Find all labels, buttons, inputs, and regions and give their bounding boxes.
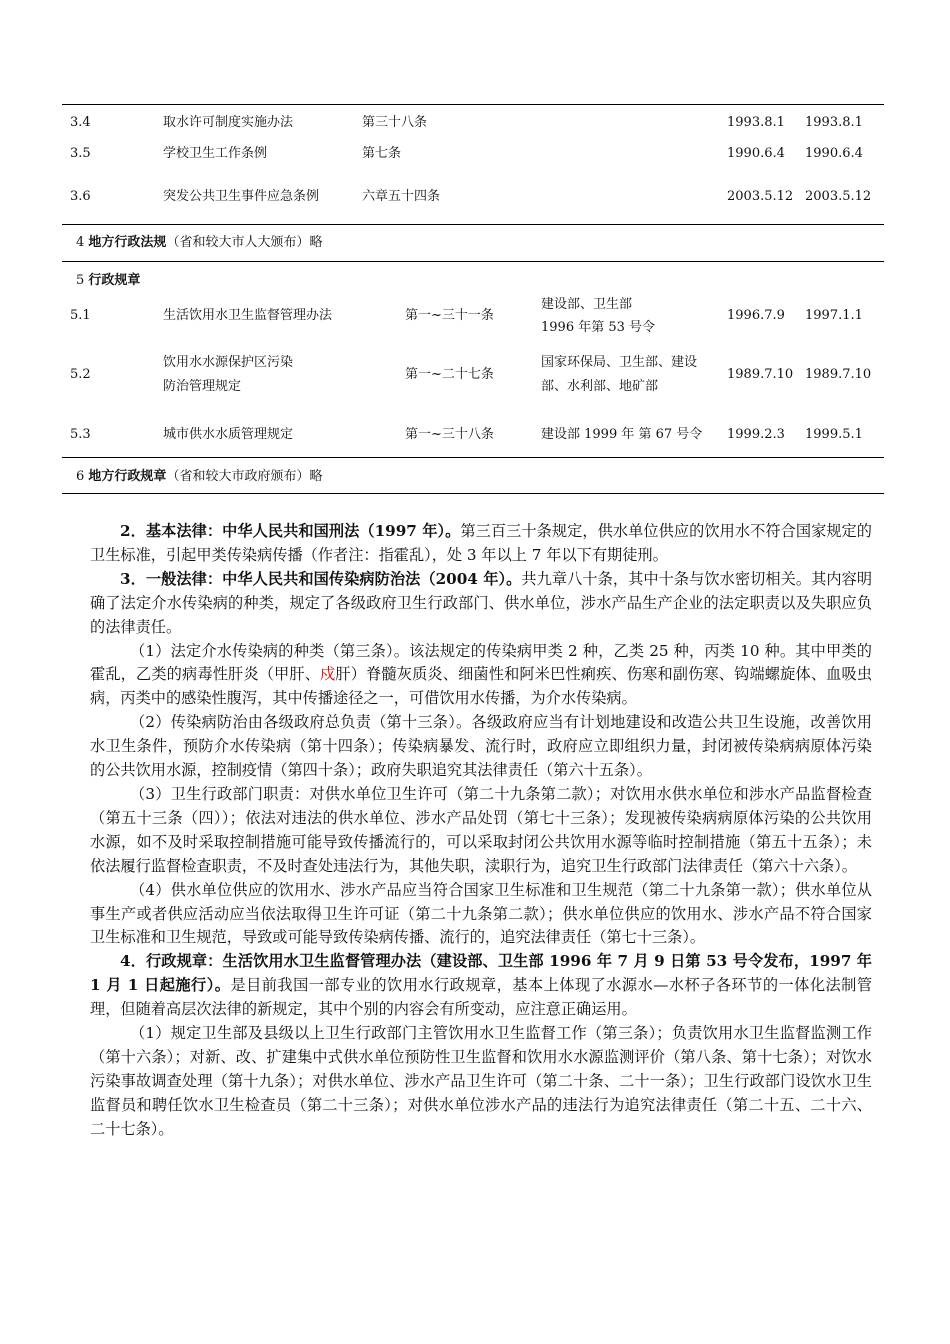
section-heading-4 bbox=[76, 234, 322, 252]
section-title: 地方行政规章 bbox=[88, 469, 167, 484]
regulation-name: 生活饮用水卫生监督管理办法 bbox=[163, 308, 333, 323]
issuing-authority-cont: 部、水利部、地矿部 bbox=[541, 379, 659, 394]
issue-date: 1996.7.9 bbox=[727, 308, 785, 323]
regulation-name-cont: 防治管理规定 bbox=[163, 379, 242, 394]
regulation-name: 学校卫生工作条例 bbox=[163, 146, 268, 161]
effective-date: 1997.1.1 bbox=[805, 308, 863, 323]
section-number: 5 bbox=[76, 273, 85, 288]
paragraph-text: 共九章八十条，其中十条与饮水密切相关。其内容明确了法定介水传染病的种类，规定了各级政府卫生行政部门、供水单位，涉水产品生产企业的法定职责以及失职应负的法律责任。 bbox=[90, 569, 873, 636]
row-number: 3.5 bbox=[70, 146, 91, 161]
section-note: （省和较大市政府颁布）略 bbox=[166, 469, 323, 484]
paragraph-item-2: （2）传染病防治由各级政府总负责（第十三条）。各级政府应当有计划地建设和改造公共卫生设施，改善饮用水卫生条件，预防介水传染病（第十四条）；传染病暴发、流行时，政府应立即组织力量，封闭被传染病病原体污染的公共饮用水源，控制疫情（第四十条）；政府失职追究其法律责任（第六十五条）。 bbox=[90, 713, 872, 780]
regulation-name: 突发公共卫生事件应急条例 bbox=[163, 189, 320, 204]
paragraph-infectious-disease-law bbox=[90, 568, 872, 640]
articles: 第七条 bbox=[362, 146, 402, 161]
regulation-name: 饮用水水源保护区污染 bbox=[163, 355, 294, 370]
section-title: 地方行政法规 bbox=[88, 235, 167, 250]
paragraph-criminal-law bbox=[90, 520, 872, 568]
section-heading-5 bbox=[76, 272, 140, 290]
effective-date: 1993.8.1 bbox=[805, 115, 863, 130]
paragraph-text: （1）法定介水传染病的种类（第三条）。该法规定的传染病甲类 2 种，乙类 25 种，丙类 10 种。其中甲类的霍乱，乙类的病毒性肝炎（甲肝、 bbox=[90, 641, 872, 684]
articles: 六章五十四条 bbox=[362, 189, 441, 204]
row-number: 3.4 bbox=[70, 115, 91, 130]
row-number: 5.2 bbox=[70, 367, 91, 382]
paragraph-heading: 2．基本法律：中华人民共和国刑法（1997 年）。 bbox=[120, 522, 461, 540]
regulation-name: 取水许可制度实施办法 bbox=[163, 115, 294, 130]
issue-date: 1989.7.10 bbox=[727, 367, 794, 382]
table-rule bbox=[62, 261, 884, 262]
section-number: 4 bbox=[76, 235, 85, 250]
body-text bbox=[90, 520, 872, 1142]
table-rule bbox=[62, 224, 884, 225]
row-number: 3.6 bbox=[70, 189, 91, 204]
articles: 第三十八条 bbox=[362, 115, 428, 130]
paragraph-heading: 4．行政规章：生活饮用水卫生监督管理办法（建设部、卫生部 1996 年 7 月 9 日第 53 号令发布，1997 年 1 月 1 日起施行）。 bbox=[90, 952, 872, 995]
paragraph-text: 是目前我国一部专业的饮用水行政规章，基本上体现了水源水—水杯子各环节的一体化法制管理，但随着高层次法律的新规定，其中个别的内容会有所变动，应注意正确运用。 bbox=[90, 976, 873, 1019]
articles: 第一~三十一条 bbox=[405, 308, 494, 323]
section-heading-6 bbox=[76, 468, 322, 486]
paragraph-text: 第三百三十条规定，供水单位供应的饮用水不符合国家规定的卫生标准，引起甲类传染病传播（作者注：指霍乱），处 3 年以上 7 年以下有期徒刑。 bbox=[90, 522, 872, 564]
table-bottom-rule bbox=[62, 493, 884, 494]
paragraph-item-1 bbox=[90, 640, 872, 712]
paragraph-text-cont: 肝）脊髓灰质炎、细菌性和阿米巴性痢疾、伤寒和副伤寒、钩端螺旋体、血吸虫病，丙类中的感染性腹泻，其中传播途径之一，可借饮用水传播，为介水传染病。 bbox=[90, 665, 873, 708]
issue-date: 2003.5.12 bbox=[727, 189, 794, 204]
articles: 第一~二十七条 bbox=[405, 367, 494, 382]
effective-date: 2003.5.12 bbox=[805, 189, 872, 204]
issuing-authority: 建设部、卫生部 bbox=[541, 297, 633, 312]
issue-date: 1993.8.1 bbox=[727, 115, 785, 130]
regulation-name: 城市供水水质管理规定 bbox=[163, 427, 294, 442]
paragraph-item-4-1: （1）规定卫生部及县级以上卫生行政部门主管饮用水卫生监督工作（第三条）；负责饮用水卫生监督监测工作（第十六条）；对新、改、扩建集中式供水单位预防性卫生监督和饮用水水源监测评价（第八条、第十七条）；对饮水污染事故调查处理（第十九条）；对供水单位、涉水产品卫生许可（第二十条、二十一条）；卫生行政部门设饮水卫生监督员和聘任饮水卫生检查员（第二十三条）；对供水单位涉水产品的违法行为追究法律责任（第二十五、二十六、二十七条）。 bbox=[90, 1024, 872, 1138]
paragraph-admin-regulation bbox=[90, 950, 872, 1022]
issue-date: 1999.2.3 bbox=[727, 427, 785, 442]
row-number: 5.3 bbox=[70, 427, 91, 442]
highlighted-char: 戍 bbox=[320, 665, 336, 684]
paragraph-item-4: （4）供水单位供应的饮用水、涉水产品应当符合国家卫生标准和卫生规范（第二十九条第一款）；供水单位从事生产或者供应活动应当依法取得卫生许可证（第二十九条第二款）；供水单位供应的饮用水、涉水产品不符合国家卫生标准和卫生规范，导致或可能导致传染病传播、流行的，追究法律责任（第七十三条）。 bbox=[90, 880, 872, 947]
effective-date: 1999.5.1 bbox=[805, 427, 863, 442]
articles: 第一~三十八条 bbox=[405, 427, 494, 442]
paragraph-item-3: （3）卫生行政部门职责：对供水单位卫生许可（第二十九条第二款）；对饮用水供水单位和涉水产品监督检查（第五十三条（四））；依法对违法的供水单位、涉水产品处罚（第七十三条）；发现被传染病病原体污染的公共饮用水源，如不及时采取控制措施可能导致传播流行的，可以采取封闭公共饮用水源等临时控制措施（第五十五条）；未依法履行监督检查职责，不及时查处违法行为，其他失职，渎职行为，追究卫生行政部门法律责任（第六十六条）。 bbox=[90, 784, 872, 875]
issue-date: 1990.6.4 bbox=[727, 146, 785, 161]
section-title: 行政规章 bbox=[88, 273, 141, 288]
section-number: 6 bbox=[76, 469, 85, 484]
effective-date: 1989.7.10 bbox=[805, 367, 872, 382]
issuing-authority: 国家环保局、卫生部、建设 bbox=[541, 355, 698, 370]
issuing-order: 1996 年第 53 号令 bbox=[541, 320, 656, 335]
paragraph-heading: 3．一般法律：中华人民共和国传染病防治法（2004 年）。 bbox=[120, 569, 522, 588]
table-rule bbox=[62, 457, 884, 458]
effective-date: 1990.6.4 bbox=[805, 146, 863, 161]
row-number: 5.1 bbox=[70, 308, 91, 323]
issuing-authority: 建设部 1999 年 第 67 号令 bbox=[541, 427, 703, 442]
section-note: （省和较大市人大颁布）略 bbox=[166, 235, 323, 250]
table-top-rule bbox=[62, 104, 884, 105]
